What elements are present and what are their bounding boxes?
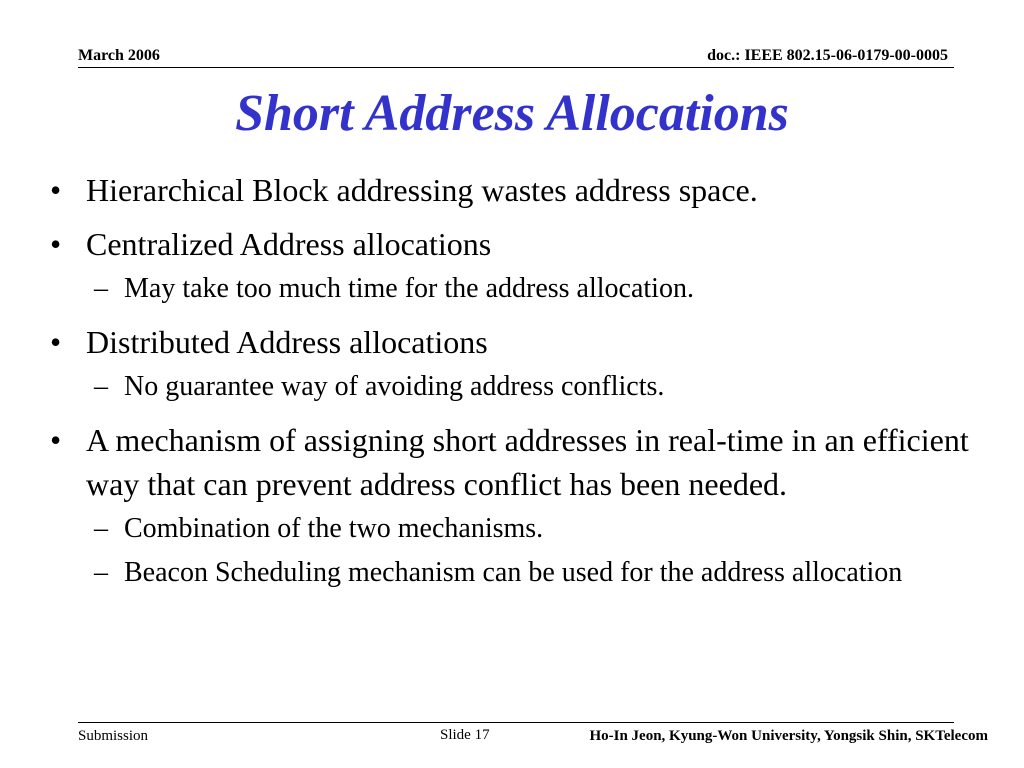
slide-title: Short Address Allocations — [235, 85, 789, 142]
dash-marker: – — [94, 513, 108, 544]
sub-bullet-text: Beacon Scheduling mechanism can be used for the address allocation — [124, 557, 903, 588]
sub-bullet-item — [94, 510, 980, 548]
bullet-item — [50, 222, 980, 266]
bullet-item — [50, 168, 980, 212]
bullet-marker: • — [50, 172, 62, 208]
bullet-item — [50, 418, 980, 506]
sub-bullet-item — [94, 554, 980, 592]
sub-bullet-item — [94, 368, 980, 406]
sub-bullet-item — [94, 270, 980, 308]
dash-marker: – — [94, 371, 108, 402]
sub-bullet-text: May take too much time for the address allocation. — [124, 273, 694, 304]
bullet-text: A mechanism of assigning short addresses in real-time in an efficient way that can prevent address conflict has been needed. — [86, 422, 969, 502]
sub-bullet-text: Combination of the two mechanisms. — [124, 513, 544, 544]
footer-submission: Submission — [78, 728, 149, 744]
bullet-list — [50, 168, 980, 604]
bullet-text: Centralized Address allocations — [86, 226, 492, 262]
bullet-text: Hierarchical Block addressing wastes address space. — [86, 172, 758, 208]
bullet-marker: • — [50, 422, 62, 458]
header-divider — [78, 67, 954, 68]
footer-divider — [78, 722, 954, 723]
footer-slide-number: Slide 17 — [440, 727, 490, 743]
footer-authors: Ho-In Jeon, Kyung-Won University, Yongsik Shin, SKTelecom — [589, 728, 988, 744]
bullet-marker: • — [50, 226, 62, 262]
bullet-text: Distributed Address allocations — [86, 324, 488, 360]
header-date: March 2006 — [78, 47, 160, 64]
dash-marker: – — [94, 273, 108, 304]
bullet-marker: • — [50, 324, 62, 360]
dash-marker: – — [94, 557, 108, 588]
bullet-item — [50, 320, 980, 364]
header-doc-id: doc.: IEEE 802.15-06-0179-00-0005 — [707, 47, 948, 64]
sub-bullet-text: No guarantee way of avoiding address conflicts. — [124, 371, 665, 402]
